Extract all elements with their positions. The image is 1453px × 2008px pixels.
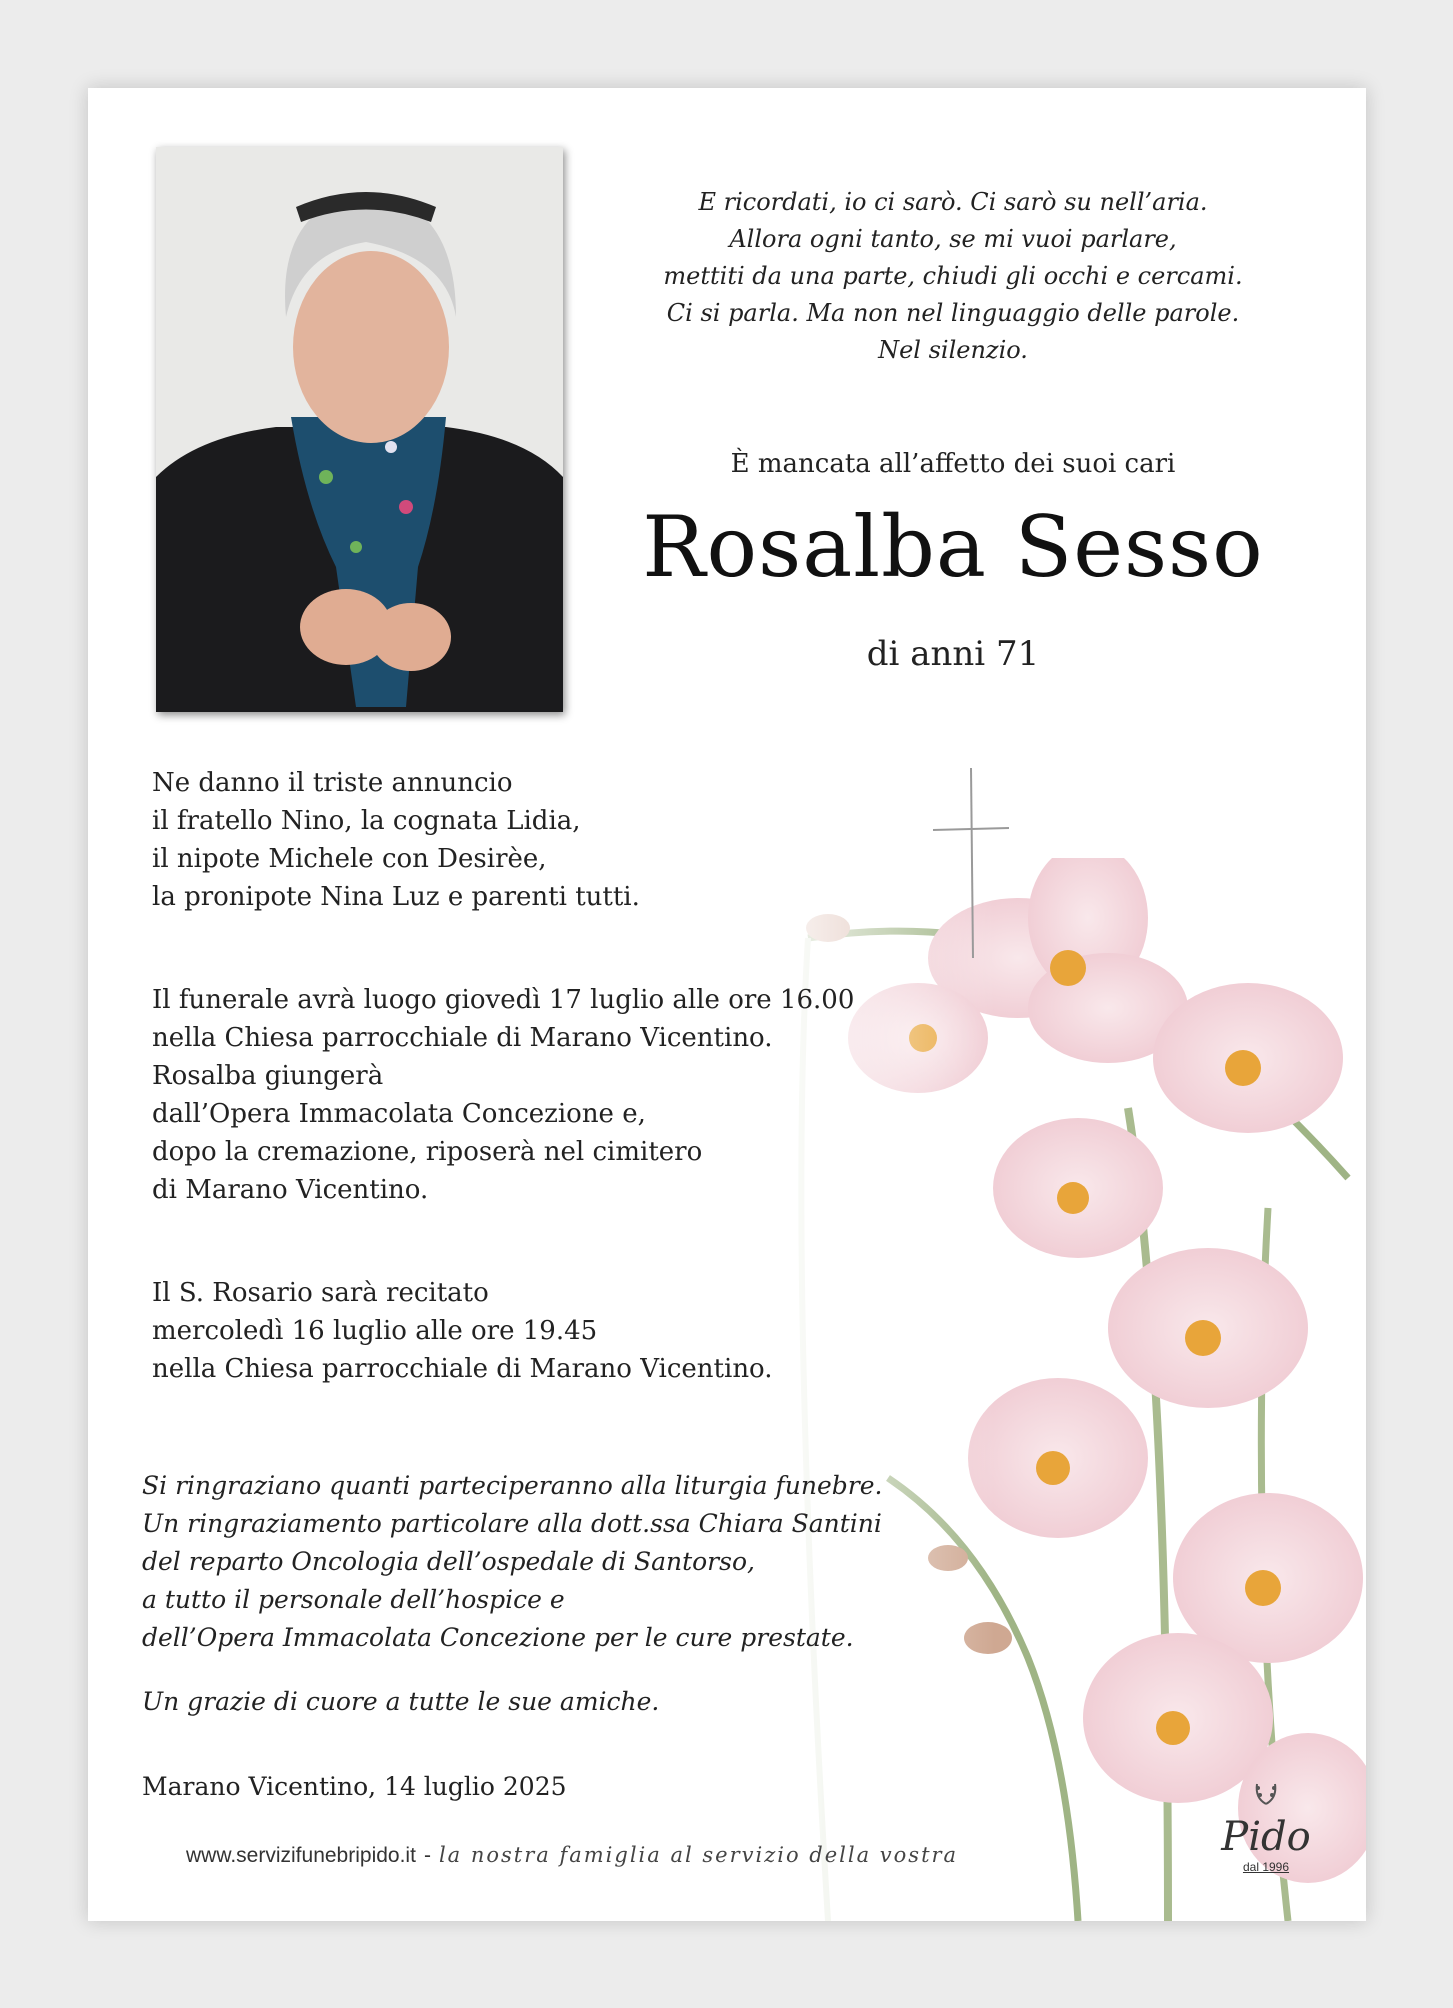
funeral-info (152, 981, 854, 1209)
footer-separator: - (423, 1844, 431, 1867)
rosary-info (152, 1274, 773, 1388)
poem-line: Ci si parla. Ma non nel linguaggio delle parole. (666, 299, 1240, 327)
thanks-line: a tutto il personale dell’hospice e (142, 1585, 565, 1614)
website-link[interactable]: www.servizifunebripido.it (186, 1844, 416, 1867)
announcement-intro: È mancata all’affetto dei suoi cari (730, 449, 1176, 479)
funeral-line: dall’Opera Immacolata Concezione e, (152, 1099, 646, 1129)
family-line: il fratello Nino, la cognata Lidia, (152, 806, 581, 836)
deceased-name: Rosalba Sesso (642, 498, 1264, 596)
wreath-icon (1253, 1776, 1279, 1806)
footer (186, 1843, 958, 1868)
cross-icon (933, 768, 1009, 958)
rosary-line: mercoledì 16 luglio alle ore 19.45 (152, 1316, 598, 1346)
funeral-home-logo (1216, 1776, 1316, 1886)
funeral-line: Rosalba giungerà (152, 1061, 384, 1091)
poem-line: E ricordati, io ci sarò. Ci sarò su nell’aria. (698, 188, 1208, 216)
rosary-line: Il S. Rosario sarà recitato (152, 1278, 489, 1308)
funeral-line: nella Chiesa parrocchiale di Marano Vicentino. (152, 1023, 773, 1053)
place-date: Marano Vicentino, 14 luglio 2025 (142, 1772, 567, 1801)
funeral-line: di Marano Vicentino. (152, 1175, 429, 1205)
footer-slogan: la nostra famiglia al servizio della vostra (438, 1843, 959, 1867)
rosary-line: nella Chiesa parrocchiale di Marano Vicentino. (152, 1354, 773, 1384)
thanks-line: Un ringraziamento particolare alla dott.ssa Chiara Santini (142, 1509, 882, 1538)
poem (643, 184, 1263, 369)
funeral-line: Il funerale avrà luogo giovedì 17 luglio alle ore 16.00 (152, 985, 855, 1015)
poem-line: Allora ogni tanto, se mi vuoi parlare, (729, 225, 1177, 253)
family-line: la pronipote Nina Luz e parenti tutti. (152, 882, 640, 912)
thanks-line: dell’Opera Immacolata Concezione per le cure prestate. (142, 1623, 854, 1652)
logo-name: Pido (1221, 1814, 1311, 1860)
poem-line: Nel silenzio. (878, 336, 1028, 364)
portrait-photo (156, 147, 563, 712)
thanks-final: Un grazie di cuore a tutte le sue amiche. (142, 1687, 660, 1716)
deceased-age: di anni 71 (866, 634, 1040, 674)
family-line: il nipote Michele con Desirèe, (152, 844, 547, 874)
thanks-block (142, 1467, 882, 1657)
poem-line: mettiti da una parte, chiudi gli occhi e cercami. (663, 262, 1243, 290)
logo-since: dal 1996 (1242, 1860, 1290, 1874)
thanks-line: del reparto Oncologia dell’ospedale di Santorso, (142, 1547, 755, 1576)
family-announcement (152, 764, 640, 916)
family-line: Ne danno il triste annuncio (152, 768, 513, 798)
thanks-line: Si ringraziano quanti parteciperanno alla liturgia funebre. (142, 1471, 883, 1500)
funeral-line: dopo la cremazione, riposerà nel cimitero (152, 1137, 703, 1167)
obituary-sheet (88, 88, 1366, 1921)
